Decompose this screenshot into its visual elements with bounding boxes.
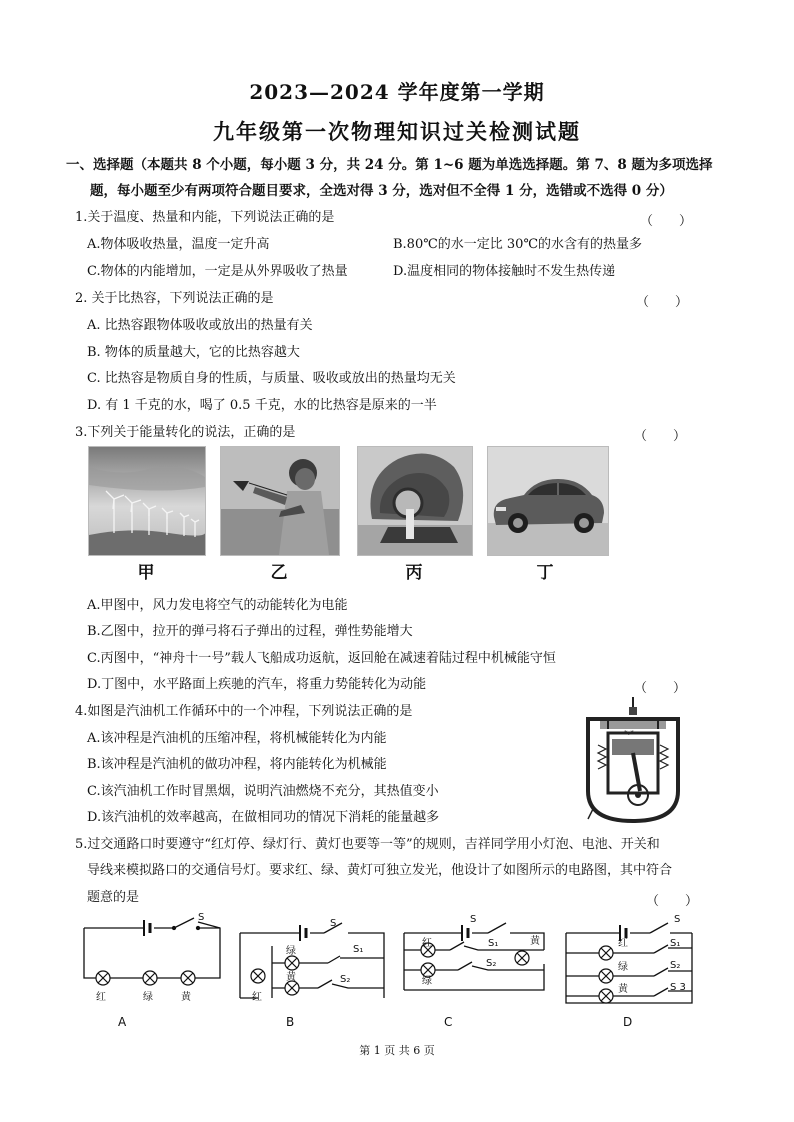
q2-answer-blank[interactable]: （ ）	[636, 295, 689, 310]
q3-answer-blank[interactable]: （ ）	[634, 429, 687, 444]
c-s2-label: S₂	[486, 958, 497, 969]
section-instructions-line2: 题，每小题至少有两项符合题目要求，全选对得 3 分，选对但不全得 1 分，选错或不选得 0 分）	[90, 183, 673, 199]
section-instructions-line1: 一、选择题（本题共 8 个小题，每小题 3 分，共 24 分。第 1~6 题为单选选择题。第 7、8 题为多项选择	[66, 157, 713, 173]
engine-cylinder-diagram	[578, 695, 688, 825]
b-green-label: 绿	[286, 946, 296, 957]
q5-stem-line1: 5.过交通路口时要遵守“红灯停、绿灯行、黄灯也要等一等”的规则，吉祥同学用小灯泡、电池、开关和	[75, 837, 660, 852]
d-s1-label: S₁	[670, 938, 681, 949]
circuit-c-label: C	[444, 1015, 453, 1029]
page-footer: 第 1 页 共 6 页	[359, 1044, 435, 1057]
return-capsule-photo	[357, 446, 473, 556]
circuit-b	[240, 923, 384, 998]
q2-option-a: A. 比热容跟物体吸收或放出的热量有关	[87, 318, 313, 333]
q4-option-d: D.该汽油机的效率越高，在做相同功的情况下消耗的能量越多	[87, 810, 440, 825]
q3-option-c: C.丙图中，“神舟十一号”载人飞船成功返航，返回舱在减速着陆过程中机械能守恒	[87, 651, 556, 666]
c-switch-label: S	[470, 914, 477, 925]
svg-text:*ᵥ*: *ᵥ*	[624, 729, 634, 737]
q1-option-b: B.80℃的水一定比 30℃的水含有的热量多	[393, 237, 642, 252]
circuit-a	[84, 918, 220, 985]
a-green-label: 绿	[143, 992, 153, 1003]
q2-option-d: D. 有 1 千克的水，喝了 0.5 千克，水的比热容是原来的一半	[87, 398, 437, 413]
caption-ding: 丁	[536, 563, 554, 583]
a-yellow-label: 黄	[181, 992, 191, 1003]
q5-stem-line2: 导线来模拟路口的交通信号灯。要求红、绿、黄灯可独立发光，他设计了如图所示的电路图，其中符合	[87, 863, 673, 878]
b-s2-label: S₂	[340, 974, 351, 985]
c-yellow-label: 黄	[530, 936, 540, 947]
d-switch-label: S	[674, 914, 681, 925]
q1-answer-blank[interactable]: （ ）	[640, 214, 693, 229]
c-green-label: 绿	[422, 976, 432, 987]
circuit-a-label: A	[118, 1015, 127, 1029]
circuit-diagrams	[78, 908, 738, 1033]
b-switch-label: S	[330, 918, 337, 929]
d-red-label: 红	[618, 938, 628, 949]
b-red-label: 红	[252, 992, 262, 1003]
q2-option-b: B. 物体的质量越大，它的比热容越大	[87, 345, 300, 360]
d-yellow-label: 黄	[618, 984, 628, 995]
a-red-label: 红	[96, 992, 106, 1003]
q1-option-d: D.温度相同的物体接触时不发生热传递	[393, 264, 616, 279]
c-red-label: 红	[422, 938, 432, 949]
q4-option-c: C.该汽油机工作时冒黑烟，说明汽油燃烧不充分，其热值变小	[87, 784, 439, 799]
q3-option-b: B.乙图中，拉开的弹弓将石子弹出的过程，弹性势能增大	[87, 624, 413, 639]
wind-turbine-photo	[88, 446, 206, 556]
q5-answer-blank[interactable]: （ ）	[646, 894, 699, 909]
exam-title-year: 2023—2024 学年度第一学期	[249, 80, 545, 104]
d-green-label: 绿	[618, 962, 628, 973]
circuit-d-label: D	[623, 1015, 633, 1029]
q2-stem: 2. 关于比热容，下列说法正确的是	[75, 291, 274, 306]
car-photo	[487, 446, 609, 556]
q2-option-c: C. 比热容是物质自身的性质，与质量、吸收或放出的热量均无关	[87, 371, 456, 386]
caption-jia: 甲	[137, 563, 155, 583]
q5-stem-line3: 题意的是	[87, 890, 140, 905]
q4-stem: 4.如图是汽油机工作循环中的一个冲程，下列说法正确的是	[75, 704, 413, 719]
slingshot-photo	[220, 446, 340, 556]
q4-answer-blank[interactable]: （ ）	[634, 681, 687, 696]
q3-option-a: A.甲图中，风力发电将空气的动能转化为电能	[87, 598, 348, 613]
caption-yi: 乙	[270, 563, 288, 583]
q4-option-b: B.该冲程是汽油机的做功冲程，将内能转化为机械能	[87, 757, 387, 772]
caption-bing: 丙	[405, 563, 423, 583]
d-s3-label: S 3	[670, 982, 686, 993]
circuit-b-label: B	[286, 1015, 295, 1029]
c-s1-label: S₁	[488, 938, 499, 949]
q1-option-a: A.物体吸收热量，温度一定升高	[87, 237, 270, 252]
b-s1-label: S₁	[353, 944, 364, 955]
q1-option-c: C.物体的内能增加，一定是从外界吸收了热量	[87, 264, 348, 279]
a-switch-label: S	[198, 912, 205, 923]
d-s2-label: S₂	[670, 960, 681, 971]
q4-option-a: A.该冲程是汽油机的压缩冲程，将机械能转化为内能	[87, 731, 387, 746]
q3-stem: 3.下列关于能量转化的说法，正确的是	[75, 425, 296, 440]
b-yellow-label: 黄	[286, 972, 296, 983]
q3-option-d: D.丁图中，水平路面上疾驰的汽车，将重力势能转化为动能	[87, 677, 427, 692]
q1-stem: 1.关于温度、热量和内能，下列说法正确的是	[75, 210, 335, 225]
exam-title: 九年级第一次物理知识过关检测试题	[213, 119, 581, 144]
